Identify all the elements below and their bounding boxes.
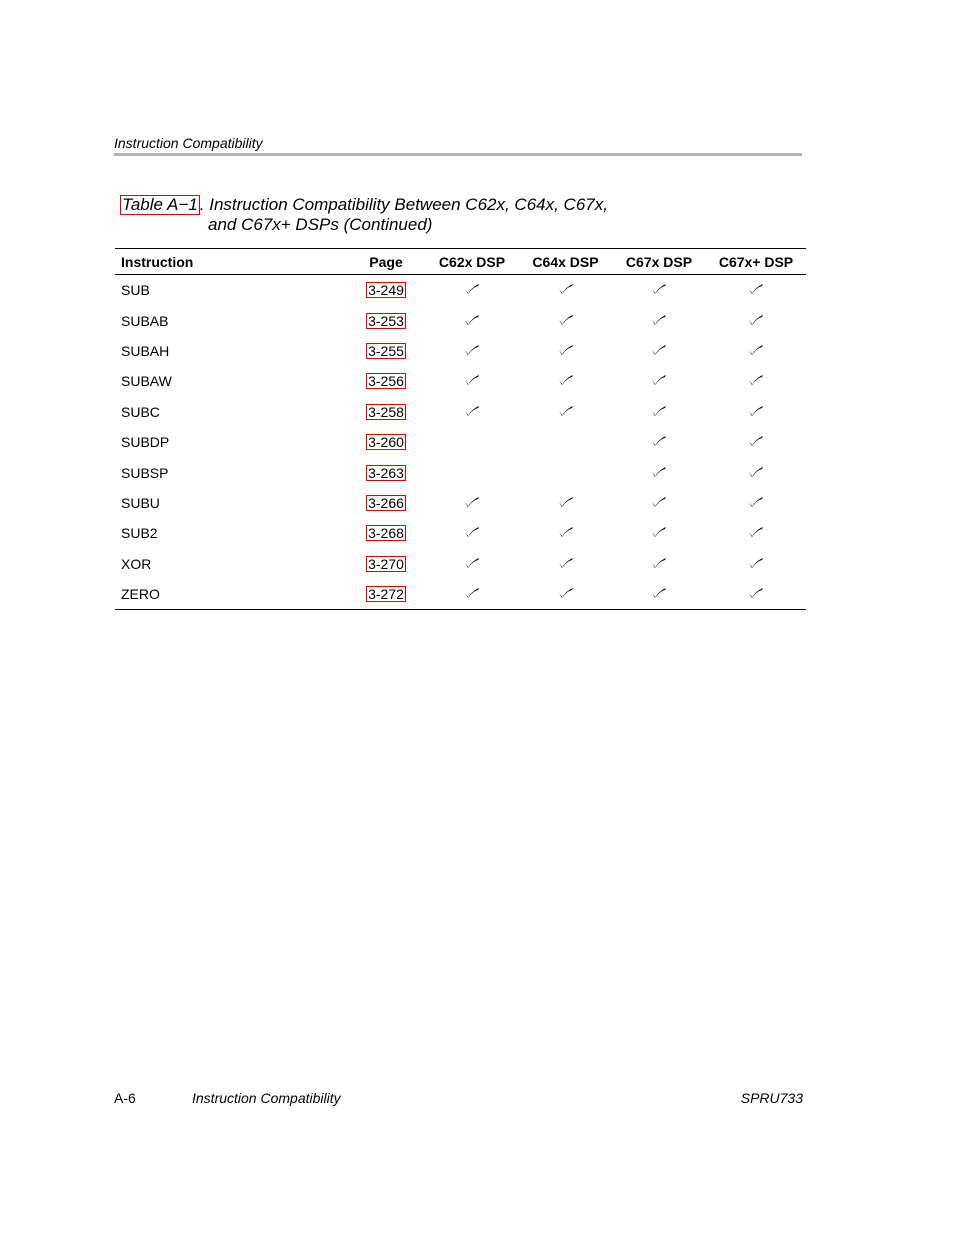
check-icon xyxy=(748,587,764,599)
compatibility-table xyxy=(115,248,806,610)
c64x-support-cell xyxy=(519,366,612,396)
table-row xyxy=(115,457,806,487)
check-icon xyxy=(464,314,480,326)
c67x-support-cell xyxy=(612,397,706,427)
c62x-support-cell xyxy=(425,397,519,427)
c62x-support-cell xyxy=(425,275,519,306)
c67x-support-cell xyxy=(612,366,706,396)
caption-title-line-2: and C67x+ DSPs (Continued) xyxy=(208,215,433,234)
c67xplus-support-cell xyxy=(706,366,806,396)
table-row xyxy=(115,427,806,457)
page-reference-link[interactable]: 3-260 xyxy=(368,434,404,451)
check-icon xyxy=(651,314,667,326)
c64x-support-cell xyxy=(519,336,612,366)
table-row xyxy=(115,336,806,366)
page-cell xyxy=(347,457,425,487)
check-icon xyxy=(748,557,764,569)
check-icon xyxy=(651,344,667,356)
c62x-support-cell xyxy=(425,518,519,548)
footer-page-number: A-6 xyxy=(114,1090,136,1106)
page-cell xyxy=(347,366,425,396)
c64x-support-cell xyxy=(519,457,612,487)
page-cell xyxy=(347,549,425,579)
instruction-cell: SUB xyxy=(121,282,150,299)
c67xplus-support-cell xyxy=(706,427,806,457)
page-reference-link[interactable]: 3-253 xyxy=(368,312,404,329)
c67x-support-cell xyxy=(612,518,706,548)
page-reference-link[interactable]: 3-268 xyxy=(368,525,404,542)
c62x-support-cell xyxy=(425,336,519,366)
page-cell xyxy=(347,397,425,427)
instruction-cell: SUBDP xyxy=(121,434,170,451)
running-head-title: Instruction Compatibility xyxy=(114,135,263,151)
page-reference-link[interactable]: 3-263 xyxy=(368,464,404,481)
c64x-support-cell xyxy=(519,275,612,306)
check-icon xyxy=(748,283,764,295)
check-icon xyxy=(651,283,667,295)
column-header-c67x: C67x DSP xyxy=(612,249,706,275)
table-row xyxy=(115,579,806,610)
c67xplus-support-cell xyxy=(706,518,806,548)
page-reference-link[interactable]: 3-270 xyxy=(368,555,404,572)
c64x-support-cell xyxy=(519,305,612,335)
check-icon xyxy=(558,405,574,417)
page-reference-link[interactable]: 3-256 xyxy=(368,373,404,390)
c62x-support-cell xyxy=(425,457,519,487)
check-icon xyxy=(748,344,764,356)
c67x-support-cell xyxy=(612,427,706,457)
table-row xyxy=(115,549,806,579)
table-caption xyxy=(120,195,608,235)
column-header-page: Page xyxy=(347,249,425,275)
table-row xyxy=(115,397,806,427)
check-icon xyxy=(748,496,764,508)
check-icon xyxy=(748,526,764,538)
c64x-support-cell xyxy=(519,518,612,548)
c67xplus-support-cell xyxy=(706,457,806,487)
page-cell xyxy=(347,488,425,518)
c62x-support-cell xyxy=(425,305,519,335)
c62x-support-cell xyxy=(425,549,519,579)
c64x-support-cell xyxy=(519,488,612,518)
c62x-support-cell xyxy=(425,366,519,396)
column-header-c62x: C62x DSP xyxy=(425,249,519,275)
c67xplus-support-cell xyxy=(706,275,806,306)
column-header-c64x: C64x DSP xyxy=(519,249,612,275)
c67x-support-cell xyxy=(612,488,706,518)
check-icon xyxy=(464,496,480,508)
table-row xyxy=(115,518,806,548)
check-icon xyxy=(651,405,667,417)
check-icon xyxy=(558,283,574,295)
table-row xyxy=(115,366,806,396)
check-icon xyxy=(651,587,667,599)
c67x-support-cell xyxy=(612,457,706,487)
check-icon xyxy=(558,344,574,356)
footer-doc-id: SPRU733 xyxy=(740,1090,803,1106)
check-icon xyxy=(651,526,667,538)
instruction-cell: SUBAW xyxy=(121,373,172,390)
page-cell xyxy=(347,336,425,366)
check-icon xyxy=(464,526,480,538)
c64x-support-cell xyxy=(519,397,612,427)
instruction-cell: SUBAB xyxy=(121,312,169,329)
c67xplus-support-cell xyxy=(706,488,806,518)
page-cell xyxy=(347,518,425,548)
c67x-support-cell xyxy=(612,549,706,579)
caption-title-line-1: . Instruction Compatibility Between C62x, C64x, C67x, xyxy=(199,195,608,214)
c67xplus-support-cell xyxy=(706,336,806,366)
instruction-cell: SUBU xyxy=(121,494,160,511)
c67x-support-cell xyxy=(612,275,706,306)
check-icon xyxy=(748,405,764,417)
check-icon xyxy=(558,526,574,538)
table-header-row xyxy=(115,249,806,275)
check-icon xyxy=(558,557,574,569)
page-cell xyxy=(347,275,425,306)
header-rule xyxy=(114,153,802,156)
check-icon xyxy=(651,374,667,386)
instruction-cell: SUB2 xyxy=(121,525,158,542)
check-icon xyxy=(464,557,480,569)
table-label-link[interactable]: Table A−1 xyxy=(122,195,198,214)
check-icon xyxy=(651,496,667,508)
c67x-support-cell xyxy=(612,305,706,335)
page-cell xyxy=(347,579,425,610)
check-icon xyxy=(464,283,480,295)
check-icon xyxy=(748,435,764,447)
check-icon xyxy=(651,466,667,478)
instruction-cell: SUBSP xyxy=(121,464,169,481)
check-icon xyxy=(748,374,764,386)
check-icon xyxy=(558,314,574,326)
c67xplus-support-cell xyxy=(706,579,806,610)
c64x-support-cell xyxy=(519,427,612,457)
c67x-support-cell xyxy=(612,579,706,610)
check-icon xyxy=(748,466,764,478)
page-reference-link[interactable]: 3-255 xyxy=(368,342,404,359)
check-icon xyxy=(651,435,667,447)
check-icon xyxy=(464,405,480,417)
page-reference-link[interactable]: 3-266 xyxy=(368,494,404,511)
c62x-support-cell xyxy=(425,488,519,518)
check-icon xyxy=(464,587,480,599)
table-row xyxy=(115,488,806,518)
c62x-support-cell xyxy=(425,427,519,457)
check-icon xyxy=(464,374,480,386)
caption-line-1 xyxy=(120,195,608,215)
c67xplus-support-cell xyxy=(706,397,806,427)
check-icon xyxy=(558,496,574,508)
check-icon xyxy=(558,587,574,599)
c67xplus-support-cell xyxy=(706,305,806,335)
instruction-cell: SUBAH xyxy=(121,342,170,359)
column-header-instruction: Instruction xyxy=(115,249,347,275)
page-reference-link[interactable]: 3-249 xyxy=(368,282,404,299)
check-icon xyxy=(651,557,667,569)
instruction-cell: ZERO xyxy=(115,579,347,610)
check-icon xyxy=(558,374,574,386)
check-icon xyxy=(464,344,480,356)
page-cell xyxy=(347,305,425,335)
c67x-support-cell xyxy=(612,336,706,366)
instruction-cell: SUBC xyxy=(121,403,160,420)
page-reference-link[interactable]: 3-258 xyxy=(368,403,404,420)
page-cell xyxy=(347,427,425,457)
table-body xyxy=(115,275,806,610)
c62x-support-cell xyxy=(425,579,519,610)
c64x-support-cell xyxy=(519,549,612,579)
c64x-support-cell xyxy=(519,579,612,610)
check-icon xyxy=(748,314,764,326)
c67xplus-support-cell xyxy=(706,549,806,579)
page-reference-link[interactable]: 3-272 xyxy=(368,586,404,603)
footer-section-title: Instruction Compatibility xyxy=(192,1090,341,1106)
table-row xyxy=(115,275,806,306)
column-header-c67xplus: C67x+ DSP xyxy=(706,249,806,275)
instruction-cell: XOR xyxy=(121,555,152,572)
table-row xyxy=(115,305,806,335)
